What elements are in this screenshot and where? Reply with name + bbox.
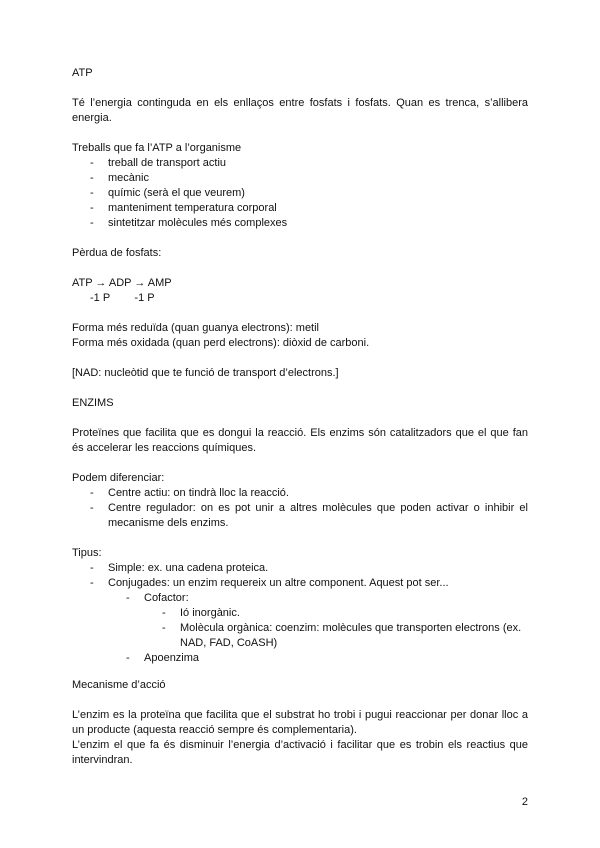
enzims-types-list [72,561,528,666]
atp-oxidized: Forma més oxidada (quan perd electrons): diòxid de carboni. [72,337,370,349]
dash-marker: - [90,562,94,574]
list-item: - químic (serà el que veurem) [90,187,245,199]
dash-marker: - [90,577,94,589]
dash-marker: - [162,607,166,619]
list-item: - treball de transport actiu [90,157,227,169]
dash-marker: - [162,622,166,634]
atp-reduced: Forma més reduïda (quan guanya electrons): metil [72,322,320,334]
nad-note: [NAD: nucleòtid que te funció de transport d’electrons.] [72,367,339,379]
atp-work-list [72,156,528,231]
list-item: - Centre actiu: on tindrà lloc la reacció. [90,487,289,499]
mech-paragraph-1: L’enzim es la proteïna que facilita que el substrat ho trobi i pugui reaccionar per donar lloc a un producte (aquesta reacció sempre és complementaria). [72,709,528,736]
document-page [72,66,528,768]
list-item: - Centre regulador: on es pot unir a altres molècules que poden activar o inhibir el mecanisme dels enzims. [90,502,528,529]
list-item: - sintetitzar molècules més complexes [90,217,288,229]
atp-loss-title: Pèrdua de fosfats: [72,247,162,259]
dash-marker: - [90,502,94,514]
dash-marker: - [126,652,130,664]
atp-heading: ATP [72,67,93,79]
dash-marker: - [90,202,94,214]
list-item: - Apoenzima [126,652,200,664]
mech-paragraph-2: L’enzim el que fa és disminuir l’energia d’activació i facilitar que es trobin els reactius que intervindran. [72,739,528,766]
dash-marker: - [90,157,94,169]
atp-chain-sub: -1 P -1 P [90,292,155,304]
dash-marker: - [126,592,130,604]
list-item: - mecànic [90,172,149,184]
atp-work-title: Treballs que fa l’ATP a l’organisme [72,142,242,154]
enzims-types-title: Tipus: [72,547,102,559]
enzims-heading: ENZIMS [72,397,114,409]
atp-intro: Té l’energia continguda en els enllaços entre fosfats i fosfats. Quan es trenca, s’allibera energia. [72,97,528,124]
list-item: - Conjugades: un enzim requereix un altre component. Aquest pot ser... [90,577,449,589]
list-item: - Cofactor: [126,592,189,604]
dash-marker: - [90,172,94,184]
mech-title: Mecanisme d’acció [72,679,166,691]
atp-chain: ATP → ADP → AMP [72,277,172,289]
enzims-intro: Proteïnes que facilita que es dongui la reacció. Els enzims són catalitzadors que el que fan és accelerar les reaccions químiques. [72,427,528,454]
enzims-diff-list [72,486,528,531]
list-item: - Molècula orgànica: coenzim: molècules que transporten electrons (ex. NAD, FAD, CoASH) [162,622,522,649]
dash-marker: - [90,187,94,199]
dash-marker: - [90,487,94,499]
list-item: - manteniment temperatura corporal [90,202,277,214]
enzims-diff-title: Podem diferenciar: [72,472,165,484]
page-number: 2 [521,796,528,808]
dash-marker: - [90,217,94,229]
list-item: - Simple: ex. una cadena proteica. [90,562,269,574]
list-item: - Ió inorgànic. [162,607,240,619]
